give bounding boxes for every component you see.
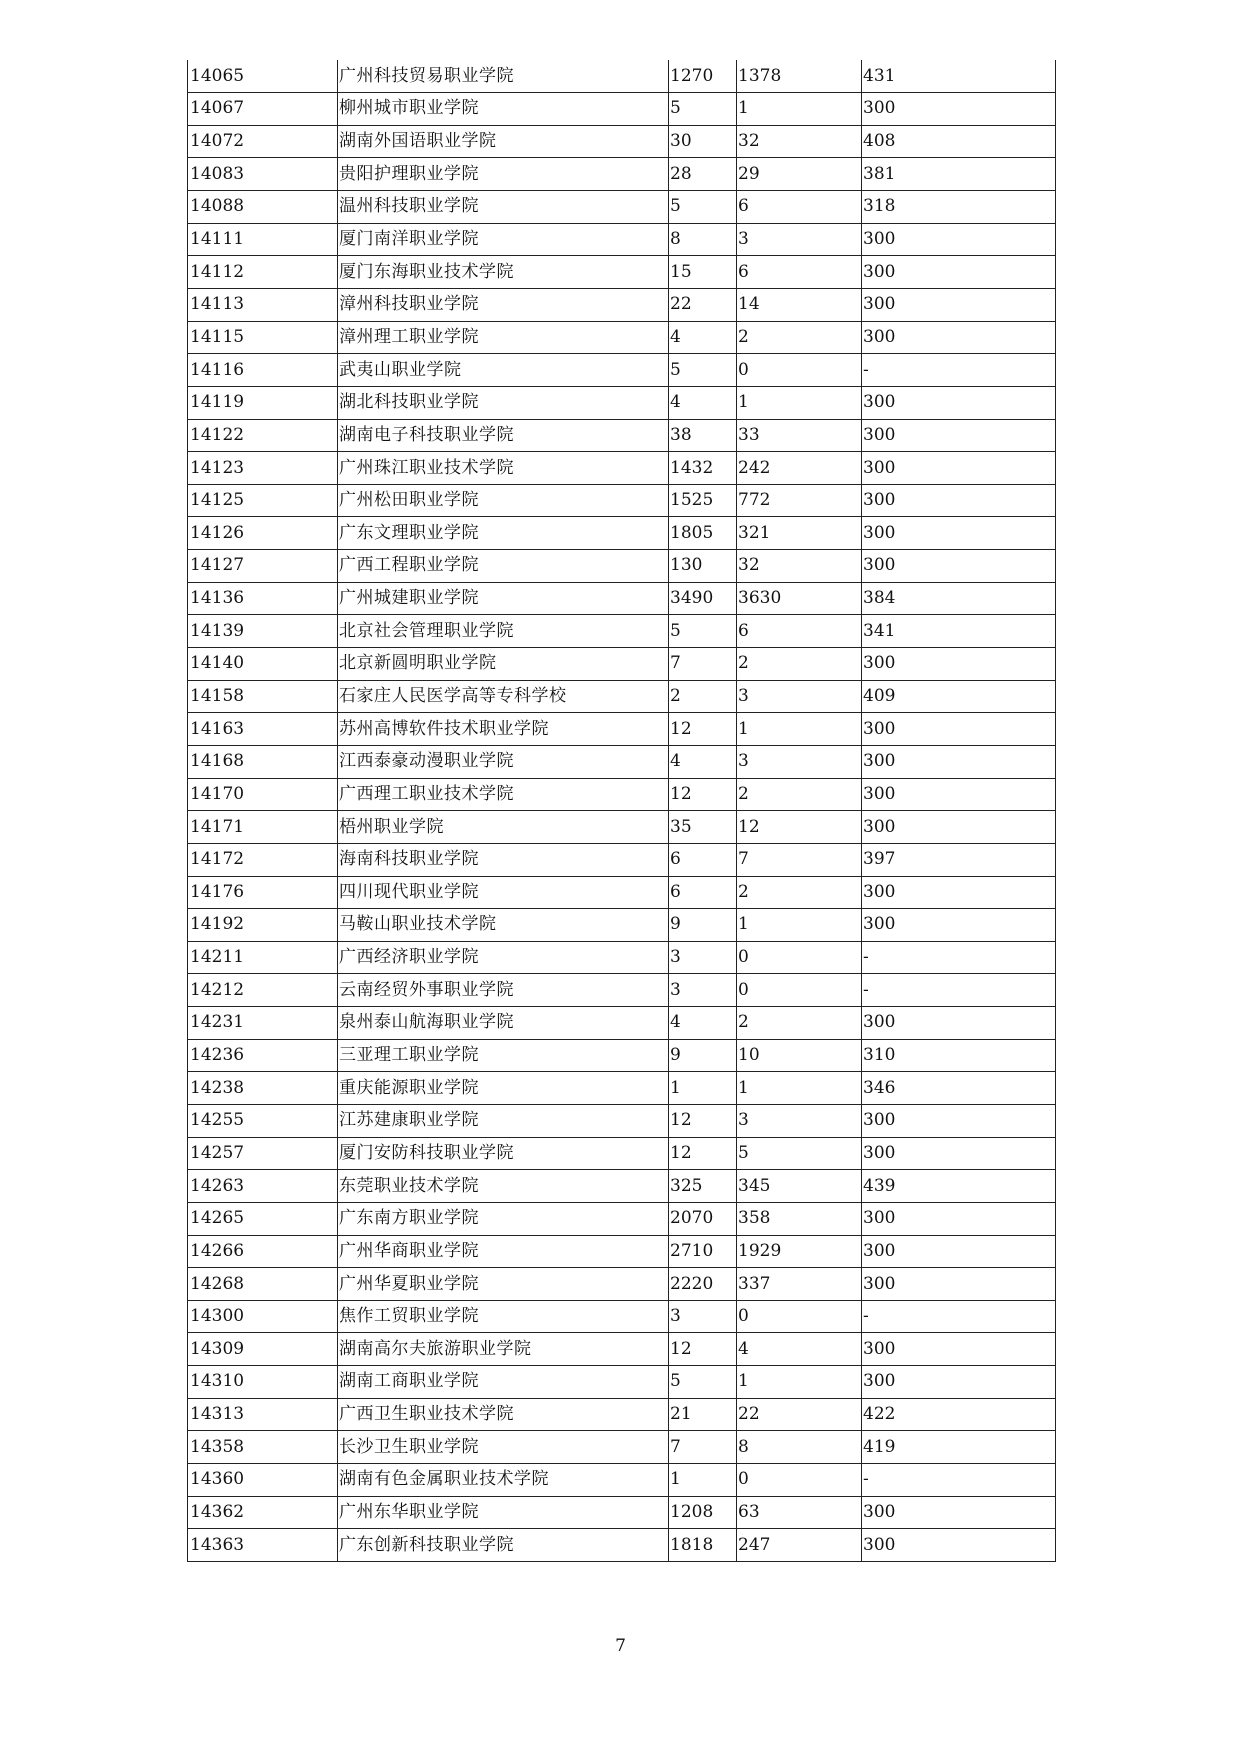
school-name-cell: 广州松田职业学院 bbox=[338, 484, 669, 517]
school-name-cell: 温州科技职业学院 bbox=[338, 191, 669, 224]
min-score-cell: 300 bbox=[862, 1007, 1056, 1040]
min-score-cell: 318 bbox=[862, 191, 1056, 224]
code-cell: 14363 bbox=[188, 1529, 338, 1562]
table-row bbox=[188, 1464, 1056, 1497]
table-row bbox=[188, 288, 1056, 321]
code-cell: 14113 bbox=[188, 288, 338, 321]
table-row bbox=[188, 745, 1056, 778]
code-cell: 14236 bbox=[188, 1039, 338, 1072]
code-cell: 14172 bbox=[188, 843, 338, 876]
min-score-cell: 384 bbox=[862, 582, 1056, 615]
plan-count-cell: 12 bbox=[669, 1105, 737, 1138]
applicant-count-cell: 14 bbox=[737, 288, 862, 321]
applicant-count-cell: 1929 bbox=[737, 1235, 862, 1268]
table-row bbox=[188, 93, 1056, 126]
table-row bbox=[188, 550, 1056, 583]
school-name-cell: 广东创新科技职业学院 bbox=[338, 1529, 669, 1562]
min-score-cell: 300 bbox=[862, 648, 1056, 681]
school-name-cell: 广州科技贸易职业学院 bbox=[338, 60, 669, 93]
applicant-count-cell: 772 bbox=[737, 484, 862, 517]
code-cell: 14266 bbox=[188, 1235, 338, 1268]
min-score-cell: 300 bbox=[862, 223, 1056, 256]
min-score-cell: 300 bbox=[862, 745, 1056, 778]
applicant-count-cell: 358 bbox=[737, 1202, 862, 1235]
school-name-cell: 云南经贸外事职业学院 bbox=[338, 974, 669, 1007]
min-score-cell: 431 bbox=[862, 60, 1056, 93]
school-name-cell: 广西理工职业技术学院 bbox=[338, 778, 669, 811]
school-name-cell: 厦门安防科技职业学院 bbox=[338, 1137, 669, 1170]
school-name-cell: 广州珠江职业技术学院 bbox=[338, 452, 669, 485]
plan-count-cell: 1818 bbox=[669, 1529, 737, 1562]
code-cell: 14122 bbox=[188, 419, 338, 452]
plan-count-cell: 7 bbox=[669, 1431, 737, 1464]
min-score-cell: - bbox=[862, 1464, 1056, 1497]
min-score-cell: 300 bbox=[862, 1202, 1056, 1235]
plan-count-cell: 5 bbox=[669, 354, 737, 387]
plan-count-cell: 4 bbox=[669, 1007, 737, 1040]
applicant-count-cell: 2 bbox=[737, 1007, 862, 1040]
plan-count-cell: 4 bbox=[669, 321, 737, 354]
plan-count-cell: 35 bbox=[669, 811, 737, 844]
plan-count-cell: 130 bbox=[669, 550, 737, 583]
applicant-count-cell: 2 bbox=[737, 876, 862, 909]
min-score-cell: 300 bbox=[862, 452, 1056, 485]
plan-count-cell: 12 bbox=[669, 778, 737, 811]
min-score-cell: - bbox=[862, 354, 1056, 387]
school-name-cell: 广州东华职业学院 bbox=[338, 1496, 669, 1529]
code-cell: 14158 bbox=[188, 680, 338, 713]
table-row bbox=[188, 1333, 1056, 1366]
applicant-count-cell: 32 bbox=[737, 125, 862, 158]
table-row bbox=[188, 256, 1056, 289]
table-row bbox=[188, 517, 1056, 550]
code-cell: 14139 bbox=[188, 615, 338, 648]
plan-count-cell: 12 bbox=[669, 1137, 737, 1170]
plan-count-cell: 3 bbox=[669, 941, 737, 974]
plan-count-cell: 7 bbox=[669, 648, 737, 681]
code-cell: 14362 bbox=[188, 1496, 338, 1529]
table-row bbox=[188, 321, 1056, 354]
plan-count-cell: 38 bbox=[669, 419, 737, 452]
school-name-cell: 湖北科技职业学院 bbox=[338, 386, 669, 419]
school-name-cell: 湖南高尔夫旅游职业学院 bbox=[338, 1333, 669, 1366]
school-name-cell: 漳州理工职业学院 bbox=[338, 321, 669, 354]
table-row bbox=[188, 419, 1056, 452]
plan-count-cell: 325 bbox=[669, 1170, 737, 1203]
min-score-cell: 300 bbox=[862, 811, 1056, 844]
applicant-count-cell: 5 bbox=[737, 1137, 862, 1170]
table-row bbox=[188, 60, 1056, 93]
min-score-cell: 300 bbox=[862, 484, 1056, 517]
school-name-cell: 湖南电子科技职业学院 bbox=[338, 419, 669, 452]
applicant-count-cell: 0 bbox=[737, 1300, 862, 1333]
plan-count-cell: 3 bbox=[669, 974, 737, 1007]
applicant-count-cell: 2 bbox=[737, 648, 862, 681]
code-cell: 14127 bbox=[188, 550, 338, 583]
school-name-cell: 厦门东海职业技术学院 bbox=[338, 256, 669, 289]
plan-count-cell: 12 bbox=[669, 1333, 737, 1366]
school-name-cell: 广西卫生职业技术学院 bbox=[338, 1398, 669, 1431]
applicant-count-cell: 3 bbox=[737, 223, 862, 256]
table-row bbox=[188, 843, 1056, 876]
plan-count-cell: 2710 bbox=[669, 1235, 737, 1268]
table-row bbox=[188, 648, 1056, 681]
plan-count-cell: 4 bbox=[669, 386, 737, 419]
plan-count-cell: 6 bbox=[669, 876, 737, 909]
school-name-cell: 四川现代职业学院 bbox=[338, 876, 669, 909]
code-cell: 14163 bbox=[188, 713, 338, 746]
applicant-count-cell: 33 bbox=[737, 419, 862, 452]
school-name-cell: 重庆能源职业学院 bbox=[338, 1072, 669, 1105]
plan-count-cell: 15 bbox=[669, 256, 737, 289]
table-row bbox=[188, 158, 1056, 191]
school-name-cell: 三亚理工职业学院 bbox=[338, 1039, 669, 1072]
code-cell: 14268 bbox=[188, 1268, 338, 1301]
code-cell: 14126 bbox=[188, 517, 338, 550]
school-name-cell: 江西泰豪动漫职业学院 bbox=[338, 745, 669, 778]
min-score-cell: 419 bbox=[862, 1431, 1056, 1464]
school-name-cell: 湖南有色金属职业技术学院 bbox=[338, 1464, 669, 1497]
plan-count-cell: 4 bbox=[669, 745, 737, 778]
code-cell: 14231 bbox=[188, 1007, 338, 1040]
code-cell: 14065 bbox=[188, 60, 338, 93]
min-score-cell: - bbox=[862, 941, 1056, 974]
school-name-cell: 泉州泰山航海职业学院 bbox=[338, 1007, 669, 1040]
applicant-count-cell: 3 bbox=[737, 1105, 862, 1138]
applicant-count-cell: 247 bbox=[737, 1529, 862, 1562]
school-name-cell: 厦门南洋职业学院 bbox=[338, 223, 669, 256]
applicant-count-cell: 1 bbox=[737, 909, 862, 942]
plan-count-cell: 5 bbox=[669, 93, 737, 126]
min-score-cell: 300 bbox=[862, 386, 1056, 419]
table-row bbox=[188, 125, 1056, 158]
min-score-cell: 300 bbox=[862, 1268, 1056, 1301]
plan-count-cell: 2070 bbox=[669, 1202, 737, 1235]
applicant-count-cell: 1 bbox=[737, 386, 862, 419]
min-score-cell: 300 bbox=[862, 1333, 1056, 1366]
school-name-cell: 江苏建康职业学院 bbox=[338, 1105, 669, 1138]
min-score-cell: 300 bbox=[862, 288, 1056, 321]
plan-count-cell: 6 bbox=[669, 843, 737, 876]
plan-count-cell: 9 bbox=[669, 909, 737, 942]
applicant-count-cell: 3630 bbox=[737, 582, 862, 615]
applicant-count-cell: 1 bbox=[737, 93, 862, 126]
code-cell: 14119 bbox=[188, 386, 338, 419]
min-score-cell: 439 bbox=[862, 1170, 1056, 1203]
table-row bbox=[188, 452, 1056, 485]
applicant-count-cell: 6 bbox=[737, 191, 862, 224]
min-score-cell: 300 bbox=[862, 1496, 1056, 1529]
code-cell: 14192 bbox=[188, 909, 338, 942]
min-score-cell: 300 bbox=[862, 876, 1056, 909]
applicant-count-cell: 8 bbox=[737, 1431, 862, 1464]
table-row bbox=[188, 484, 1056, 517]
school-name-cell: 柳州城市职业学院 bbox=[338, 93, 669, 126]
code-cell: 14136 bbox=[188, 582, 338, 615]
min-score-cell: 408 bbox=[862, 125, 1056, 158]
applicant-count-cell: 6 bbox=[737, 256, 862, 289]
table-row bbox=[188, 1007, 1056, 1040]
code-cell: 14265 bbox=[188, 1202, 338, 1235]
table-row bbox=[188, 1398, 1056, 1431]
school-name-cell: 广东文理职业学院 bbox=[338, 517, 669, 550]
plan-count-cell: 3490 bbox=[669, 582, 737, 615]
min-score-cell: 300 bbox=[862, 713, 1056, 746]
applicant-count-cell: 29 bbox=[737, 158, 862, 191]
min-score-cell: 341 bbox=[862, 615, 1056, 648]
applicant-count-cell: 4 bbox=[737, 1333, 862, 1366]
applicant-count-cell: 10 bbox=[737, 1039, 862, 1072]
applicant-count-cell: 345 bbox=[737, 1170, 862, 1203]
min-score-cell: 300 bbox=[862, 909, 1056, 942]
code-cell: 14123 bbox=[188, 452, 338, 485]
min-score-cell: - bbox=[862, 1300, 1056, 1333]
code-cell: 14309 bbox=[188, 1333, 338, 1366]
school-name-cell: 广西经济职业学院 bbox=[338, 941, 669, 974]
applicant-count-cell: 0 bbox=[737, 941, 862, 974]
school-name-cell: 广州城建职业学院 bbox=[338, 582, 669, 615]
school-name-cell: 焦作工贸职业学院 bbox=[338, 1300, 669, 1333]
applicant-count-cell: 22 bbox=[737, 1398, 862, 1431]
school-name-cell: 广州华夏职业学院 bbox=[338, 1268, 669, 1301]
table-row bbox=[188, 191, 1056, 224]
plan-count-cell: 28 bbox=[669, 158, 737, 191]
min-score-cell: 300 bbox=[862, 550, 1056, 583]
plan-count-cell: 2 bbox=[669, 680, 737, 713]
min-score-cell: 409 bbox=[862, 680, 1056, 713]
plan-count-cell: 3 bbox=[669, 1300, 737, 1333]
admission-table-body bbox=[188, 60, 1056, 1561]
school-name-cell: 北京新圆明职业学院 bbox=[338, 648, 669, 681]
plan-count-cell: 1208 bbox=[669, 1496, 737, 1529]
applicant-count-cell: 3 bbox=[737, 680, 862, 713]
code-cell: 14300 bbox=[188, 1300, 338, 1333]
table-row bbox=[188, 386, 1056, 419]
page-number: 7 bbox=[615, 1636, 626, 1656]
code-cell: 14072 bbox=[188, 125, 338, 158]
school-name-cell: 漳州科技职业学院 bbox=[338, 288, 669, 321]
school-name-cell: 广州华商职业学院 bbox=[338, 1235, 669, 1268]
min-score-cell: 381 bbox=[862, 158, 1056, 191]
plan-count-cell: 1 bbox=[669, 1464, 737, 1497]
school-name-cell: 长沙卫生职业学院 bbox=[338, 1431, 669, 1464]
code-cell: 14088 bbox=[188, 191, 338, 224]
school-name-cell: 苏州高博软件技术职业学院 bbox=[338, 713, 669, 746]
code-cell: 14140 bbox=[188, 648, 338, 681]
code-cell: 14067 bbox=[188, 93, 338, 126]
applicant-count-cell: 1 bbox=[737, 1072, 862, 1105]
code-cell: 14176 bbox=[188, 876, 338, 909]
code-cell: 14112 bbox=[188, 256, 338, 289]
table-row bbox=[188, 1300, 1056, 1333]
table-row bbox=[188, 1366, 1056, 1399]
plan-count-cell: 2220 bbox=[669, 1268, 737, 1301]
plan-count-cell: 1 bbox=[669, 1072, 737, 1105]
plan-count-cell: 8 bbox=[669, 223, 737, 256]
code-cell: 14310 bbox=[188, 1366, 338, 1399]
code-cell: 14313 bbox=[188, 1398, 338, 1431]
school-name-cell: 石家庄人民医学高等专科学校 bbox=[338, 680, 669, 713]
plan-count-cell: 1525 bbox=[669, 484, 737, 517]
school-name-cell: 贵阳护理职业学院 bbox=[338, 158, 669, 191]
table-row bbox=[188, 354, 1056, 387]
applicant-count-cell: 337 bbox=[737, 1268, 862, 1301]
code-cell: 14358 bbox=[188, 1431, 338, 1464]
school-name-cell: 北京社会管理职业学院 bbox=[338, 615, 669, 648]
code-cell: 14238 bbox=[188, 1072, 338, 1105]
table-row bbox=[188, 1268, 1056, 1301]
code-cell: 14115 bbox=[188, 321, 338, 354]
school-name-cell: 广西工程职业学院 bbox=[338, 550, 669, 583]
table-row bbox=[188, 876, 1056, 909]
min-score-cell: 300 bbox=[862, 321, 1056, 354]
school-name-cell: 广东南方职业学院 bbox=[338, 1202, 669, 1235]
min-score-cell: 300 bbox=[862, 1529, 1056, 1562]
table-row bbox=[188, 582, 1056, 615]
applicant-count-cell: 0 bbox=[737, 354, 862, 387]
applicant-count-cell: 242 bbox=[737, 452, 862, 485]
plan-count-cell: 1805 bbox=[669, 517, 737, 550]
code-cell: 14125 bbox=[188, 484, 338, 517]
min-score-cell: 300 bbox=[862, 256, 1056, 289]
min-score-cell: 300 bbox=[862, 93, 1056, 126]
plan-count-cell: 21 bbox=[669, 1398, 737, 1431]
applicant-count-cell: 2 bbox=[737, 321, 862, 354]
min-score-cell: 310 bbox=[862, 1039, 1056, 1072]
table-row bbox=[188, 974, 1056, 1007]
plan-count-cell: 5 bbox=[669, 615, 737, 648]
code-cell: 14116 bbox=[188, 354, 338, 387]
school-name-cell: 湖南外国语职业学院 bbox=[338, 125, 669, 158]
table-row bbox=[188, 680, 1056, 713]
table-row bbox=[188, 1529, 1056, 1562]
code-cell: 14212 bbox=[188, 974, 338, 1007]
table-row bbox=[188, 1202, 1056, 1235]
min-score-cell: 346 bbox=[862, 1072, 1056, 1105]
plan-count-cell: 9 bbox=[669, 1039, 737, 1072]
min-score-cell: - bbox=[862, 974, 1056, 1007]
min-score-cell: 300 bbox=[862, 1137, 1056, 1170]
applicant-count-cell: 1378 bbox=[737, 60, 862, 93]
min-score-cell: 397 bbox=[862, 843, 1056, 876]
applicant-count-cell: 0 bbox=[737, 974, 862, 1007]
min-score-cell: 300 bbox=[862, 1105, 1056, 1138]
applicant-count-cell: 1 bbox=[737, 1366, 862, 1399]
table-row bbox=[188, 615, 1056, 648]
code-cell: 14211 bbox=[188, 941, 338, 974]
table-row bbox=[188, 1105, 1056, 1138]
code-cell: 14083 bbox=[188, 158, 338, 191]
code-cell: 14111 bbox=[188, 223, 338, 256]
table-row bbox=[188, 1496, 1056, 1529]
code-cell: 14360 bbox=[188, 1464, 338, 1497]
admission-table bbox=[187, 60, 1056, 1562]
applicant-count-cell: 32 bbox=[737, 550, 862, 583]
plan-count-cell: 1432 bbox=[669, 452, 737, 485]
code-cell: 14263 bbox=[188, 1170, 338, 1203]
min-score-cell: 300 bbox=[862, 517, 1056, 550]
school-name-cell: 梧州职业学院 bbox=[338, 811, 669, 844]
code-cell: 14168 bbox=[188, 745, 338, 778]
applicant-count-cell: 12 bbox=[737, 811, 862, 844]
table-row bbox=[188, 811, 1056, 844]
table-row bbox=[188, 1137, 1056, 1170]
table-row bbox=[188, 941, 1056, 974]
table-row bbox=[188, 1170, 1056, 1203]
plan-count-cell: 12 bbox=[669, 713, 737, 746]
table-row bbox=[188, 1072, 1056, 1105]
code-cell: 14255 bbox=[188, 1105, 338, 1138]
table-row bbox=[188, 1039, 1056, 1072]
table-row bbox=[188, 1431, 1056, 1464]
applicant-count-cell: 321 bbox=[737, 517, 862, 550]
school-name-cell: 海南科技职业学院 bbox=[338, 843, 669, 876]
plan-count-cell: 22 bbox=[669, 288, 737, 321]
school-name-cell: 湖南工商职业学院 bbox=[338, 1366, 669, 1399]
applicant-count-cell: 63 bbox=[737, 1496, 862, 1529]
min-score-cell: 300 bbox=[862, 1366, 1056, 1399]
min-score-cell: 300 bbox=[862, 419, 1056, 452]
table-row bbox=[188, 778, 1056, 811]
min-score-cell: 300 bbox=[862, 778, 1056, 811]
table-row bbox=[188, 223, 1056, 256]
plan-count-cell: 5 bbox=[669, 1366, 737, 1399]
code-cell: 14170 bbox=[188, 778, 338, 811]
plan-count-cell: 5 bbox=[669, 191, 737, 224]
applicant-count-cell: 0 bbox=[737, 1464, 862, 1497]
applicant-count-cell: 2 bbox=[737, 778, 862, 811]
school-name-cell: 马鞍山职业技术学院 bbox=[338, 909, 669, 942]
school-name-cell: 武夷山职业学院 bbox=[338, 354, 669, 387]
table-row bbox=[188, 1235, 1056, 1268]
applicant-count-cell: 7 bbox=[737, 843, 862, 876]
code-cell: 14257 bbox=[188, 1137, 338, 1170]
table-row bbox=[188, 909, 1056, 942]
code-cell: 14171 bbox=[188, 811, 338, 844]
plan-count-cell: 30 bbox=[669, 125, 737, 158]
applicant-count-cell: 3 bbox=[737, 745, 862, 778]
applicant-count-cell: 6 bbox=[737, 615, 862, 648]
school-name-cell: 东莞职业技术学院 bbox=[338, 1170, 669, 1203]
min-score-cell: 300 bbox=[862, 1235, 1056, 1268]
min-score-cell: 422 bbox=[862, 1398, 1056, 1431]
table-row bbox=[188, 713, 1056, 746]
applicant-count-cell: 1 bbox=[737, 713, 862, 746]
plan-count-cell: 1270 bbox=[669, 60, 737, 93]
